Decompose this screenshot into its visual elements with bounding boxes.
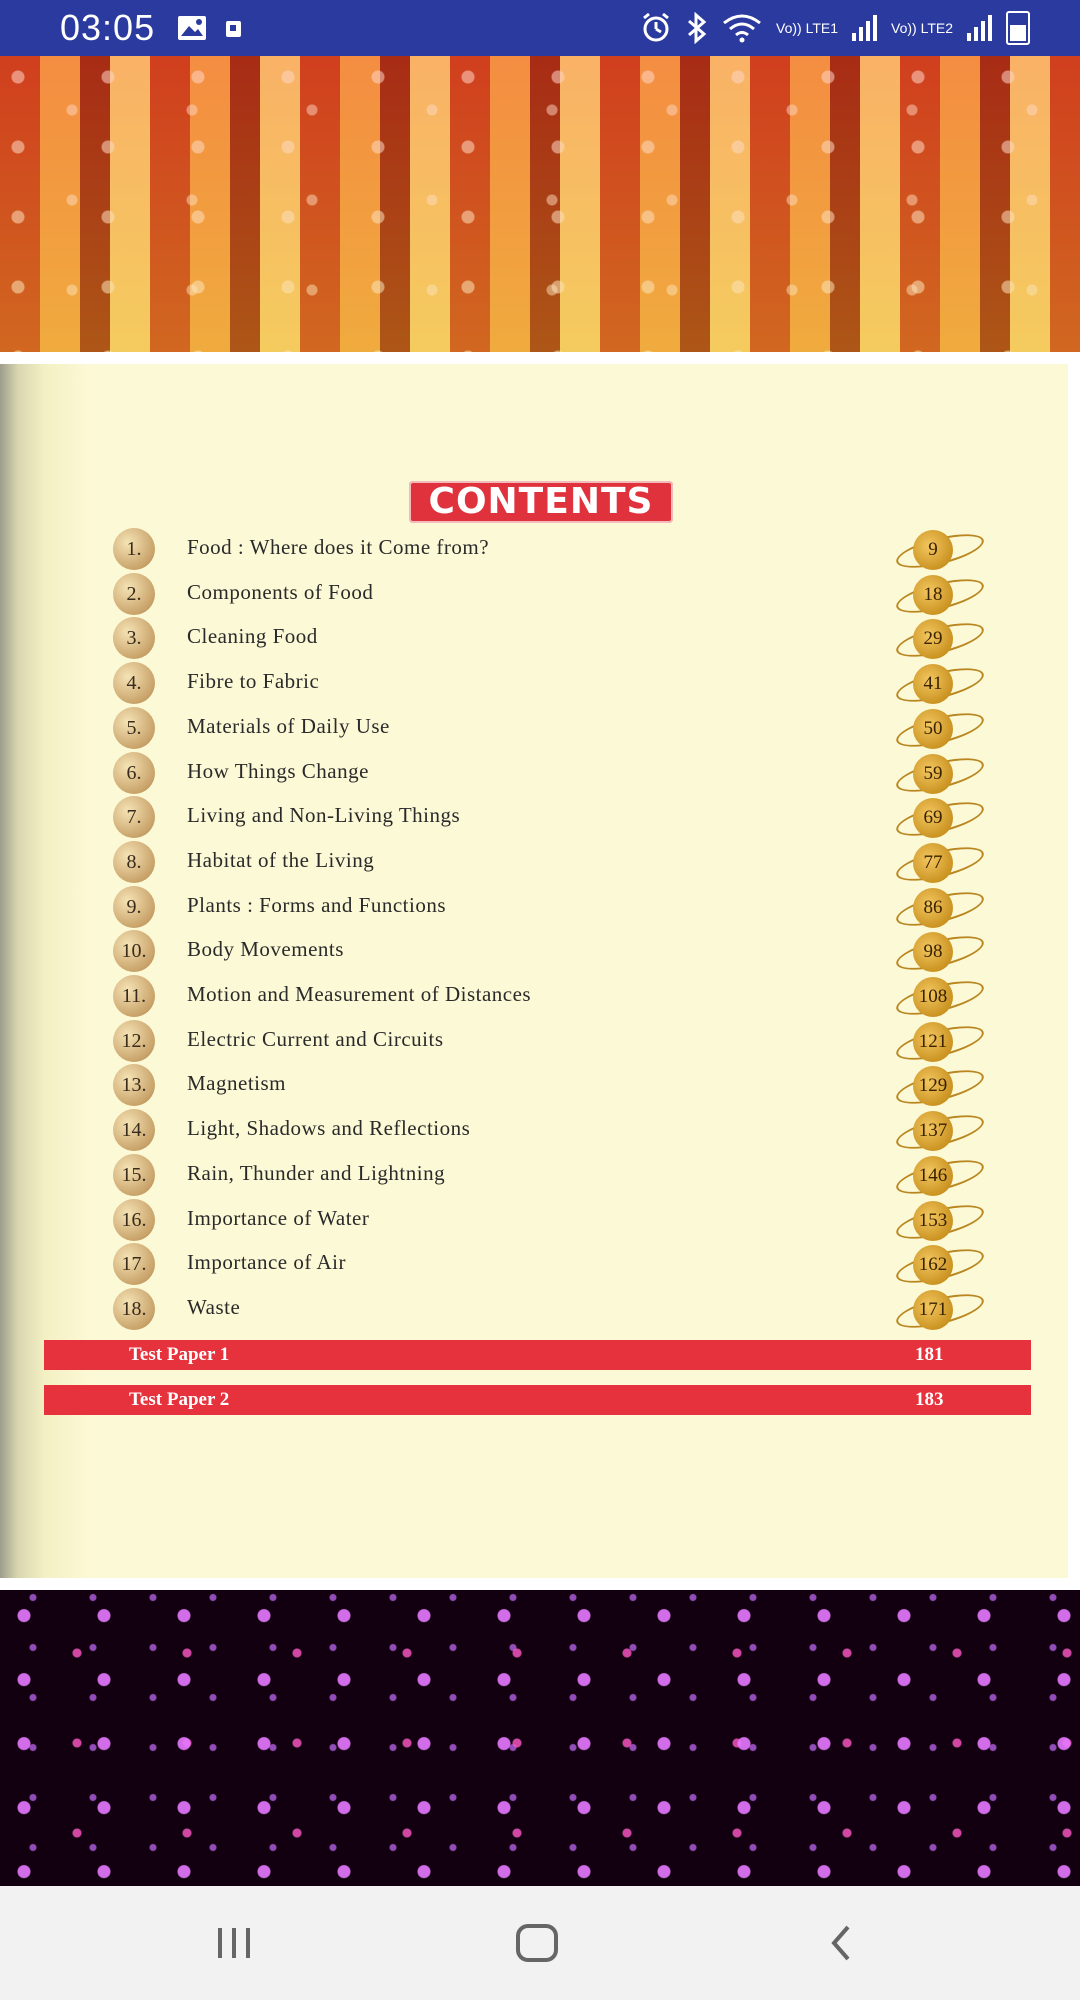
chapter-title: Body Movements <box>187 937 344 962</box>
top-banner-image <box>0 56 1080 352</box>
chapter-title: Materials of Daily Use <box>187 713 390 738</box>
chapter-number: 17. <box>113 1243 155 1285</box>
back-icon <box>826 1923 856 1963</box>
chapter-number: 18. <box>113 1288 155 1330</box>
contents-title: CONTENTS <box>409 481 673 523</box>
back-button[interactable] <box>811 1916 871 1970</box>
chapter-number: 4. <box>113 662 155 704</box>
signal-icon <box>967 15 992 41</box>
recent-apps-icon <box>214 1925 254 1961</box>
chapter-row[interactable] <box>0 975 1068 1019</box>
status-time: 03:05 <box>60 7 156 48</box>
test-paper-page: 183 <box>915 1389 944 1410</box>
chapter-number: 6. <box>113 752 155 794</box>
test-paper-row[interactable] <box>44 1340 1031 1370</box>
home-button[interactable] <box>507 1916 567 1970</box>
chapter-page-number: 69 <box>913 798 953 838</box>
chapter-row[interactable] <box>0 1020 1068 1064</box>
chapter-title: Cleaning Food <box>187 624 318 649</box>
chapter-number: 16. <box>113 1199 155 1241</box>
sim2-label: Vo)) LTE2 <box>891 20 953 36</box>
test-paper-label: Test Paper 2 <box>129 1389 230 1410</box>
battery-icon <box>1006 11 1030 45</box>
chapter-number: 1. <box>113 528 155 570</box>
chapter-row[interactable] <box>0 707 1068 751</box>
chapter-page-number: 162 <box>913 1245 953 1285</box>
chapter-page-number: 59 <box>913 754 953 794</box>
chapter-number: 10. <box>113 930 155 972</box>
chapter-page-number: 29 <box>913 619 953 659</box>
chapter-page-number: 50 <box>913 709 953 749</box>
chapter-title: Plants : Forms and Functions <box>187 892 447 917</box>
chapter-row[interactable] <box>0 1154 1068 1198</box>
chapter-row[interactable] <box>0 617 1068 661</box>
chapter-title: How Things Change <box>187 758 369 783</box>
chapter-number: 15. <box>113 1154 155 1196</box>
chapter-title: Light, Shadows and Reflections <box>187 1116 471 1141</box>
chapter-row[interactable] <box>0 1199 1068 1243</box>
chapter-row[interactable] <box>0 1064 1068 1108</box>
chapter-number: 9. <box>113 886 155 928</box>
chapter-number: 13. <box>113 1064 155 1106</box>
chapter-page-number: 108 <box>913 977 953 1017</box>
navigation-bar <box>0 1886 1080 2000</box>
chapter-row[interactable] <box>0 1243 1068 1287</box>
chapter-page-number: 77 <box>913 843 953 883</box>
chapter-number: 3. <box>113 617 155 659</box>
chapter-number: 8. <box>113 841 155 883</box>
signal-icon <box>852 15 877 41</box>
chapter-row[interactable] <box>0 528 1068 572</box>
chapter-row[interactable] <box>0 752 1068 796</box>
chapter-row[interactable] <box>0 886 1068 930</box>
page-frame <box>0 352 1080 1590</box>
chapter-number: 11. <box>113 975 155 1017</box>
status-bar <box>0 0 1080 56</box>
chapter-title: Motion and Measurement of Distances <box>187 982 532 1006</box>
chapter-page-number: 137 <box>913 1111 953 1151</box>
chapter-row[interactable] <box>0 1109 1068 1153</box>
chapter-page-number: 86 <box>913 888 953 928</box>
chapter-number: 7. <box>113 796 155 838</box>
chapter-title: Importance of Air <box>187 1250 346 1275</box>
test-paper-label: Test Paper 1 <box>129 1344 230 1365</box>
chapter-title: Food : Where does it Come from? <box>187 535 490 559</box>
wifi-icon <box>722 13 762 43</box>
bluetooth-icon <box>686 12 708 44</box>
chapter-title: Rain, Thunder and Lightning <box>187 1160 446 1185</box>
image-icon <box>177 15 207 41</box>
chapter-row[interactable] <box>0 573 1068 617</box>
chapter-row[interactable] <box>0 662 1068 706</box>
book-page[interactable] <box>0 364 1068 1578</box>
chapter-page-number: 153 <box>913 1201 953 1241</box>
chapter-number: 14. <box>113 1109 155 1151</box>
chapter-page-number: 129 <box>913 1066 953 1106</box>
chapter-row[interactable] <box>0 796 1068 840</box>
chapter-page-number: 9 <box>913 530 953 570</box>
alarm-icon <box>640 12 672 44</box>
chapter-page-number: 18 <box>913 575 953 615</box>
home-icon <box>514 1922 560 1964</box>
chapter-title: Living and Non-Living Things <box>187 803 461 828</box>
chapter-row[interactable] <box>0 841 1068 885</box>
chapter-page-number: 171 <box>913 1290 953 1330</box>
chapter-title: Components of Food <box>187 579 374 604</box>
chapter-number: 5. <box>113 707 155 749</box>
chapter-row[interactable] <box>0 1288 1068 1332</box>
bottom-banner-image <box>0 1590 1080 1886</box>
chapter-page-number: 98 <box>913 932 953 972</box>
notification-icon <box>225 17 243 39</box>
chapter-page-number: 41 <box>913 664 953 704</box>
chapter-row[interactable] <box>0 930 1068 974</box>
chapter-number: 12. <box>113 1020 155 1062</box>
test-paper-page: 181 <box>915 1344 944 1365</box>
chapter-title: Electric Current and Circuits <box>187 1026 444 1051</box>
test-paper-row[interactable] <box>44 1385 1031 1415</box>
recent-apps-button[interactable] <box>204 1916 264 1970</box>
chapter-title: Magnetism <box>187 1071 286 1096</box>
chapter-title: Fibre to Fabric <box>187 669 320 694</box>
chapter-page-number: 121 <box>913 1022 953 1062</box>
chapter-number: 2. <box>113 573 155 615</box>
chapter-title: Habitat of the Living <box>187 847 375 872</box>
sim1-label: Vo)) LTE1 <box>776 20 838 36</box>
chapter-title: Importance of Water <box>187 1205 370 1230</box>
chapter-title: Waste <box>187 1294 241 1319</box>
chapter-page-number: 146 <box>913 1156 953 1196</box>
